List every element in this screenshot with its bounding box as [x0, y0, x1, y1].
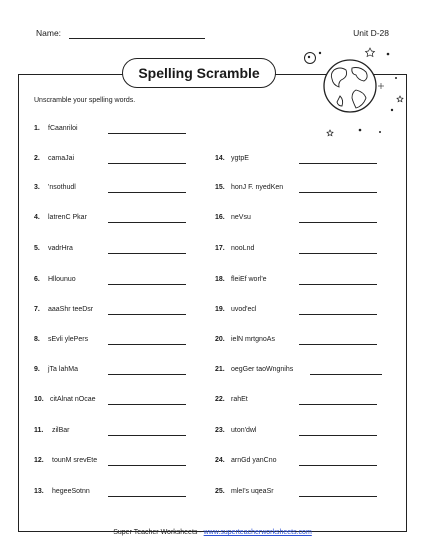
word-number: 12.	[34, 457, 44, 464]
name-label: Name:	[36, 28, 62, 38]
answer-line[interactable]	[108, 163, 186, 164]
word-number: 11.	[34, 427, 44, 434]
scrambled-word: ygtpE	[231, 155, 249, 162]
word-number: 24.	[215, 457, 225, 464]
word-number: 1.	[34, 125, 40, 132]
scrambled-word: zilBar	[52, 427, 70, 434]
answer-line[interactable]	[299, 465, 377, 466]
word-number: 3.	[34, 184, 40, 191]
scrambled-word: ielN mrtgnoAs	[231, 336, 275, 343]
answer-line[interactable]	[299, 314, 377, 315]
scrambled-word: Hllounuo	[48, 276, 76, 283]
answer-line[interactable]	[299, 496, 377, 497]
answer-line[interactable]	[299, 404, 377, 405]
scrambled-word: neVsu	[231, 214, 251, 221]
answer-line[interactable]	[299, 435, 377, 436]
scrambled-word: jTa lahMa	[48, 366, 78, 373]
word-number: 18.	[215, 276, 225, 283]
word-number: 4.	[34, 214, 40, 221]
answer-line[interactable]	[299, 163, 377, 164]
scrambled-word: uvod'ecl	[231, 306, 257, 313]
scrambled-word: rahEt	[231, 396, 248, 403]
scrambled-word: vadrHra	[48, 245, 73, 252]
word-number: 23.	[215, 427, 225, 434]
answer-line[interactable]	[108, 222, 186, 223]
answer-line[interactable]	[299, 253, 377, 254]
page-title: Spelling Scramble	[122, 58, 276, 88]
scrambled-word: arnGd yanCno	[231, 457, 277, 464]
scrambled-word: latrenC Pkar	[48, 214, 87, 221]
word-number: 16.	[215, 214, 225, 221]
word-number: 21.	[215, 366, 225, 373]
answer-line[interactable]	[108, 496, 186, 497]
scrambled-word: oegGer taoWngnihs	[231, 366, 294, 373]
answer-line[interactable]	[108, 465, 186, 466]
answer-line[interactable]	[108, 435, 186, 436]
answer-line[interactable]	[108, 192, 186, 193]
scrambled-word: hegeeSotnn	[52, 488, 90, 495]
scrambled-word: mleI's uqeaSr	[231, 488, 274, 495]
word-number: 9.	[34, 366, 40, 373]
scrambled-word: camaJai	[48, 155, 75, 162]
word-number: 13.	[34, 488, 44, 495]
scrambled-word: tounM srevEte	[52, 457, 98, 464]
word-number: 22.	[215, 396, 225, 403]
scrambled-word: nooLnd	[231, 245, 255, 252]
answer-line[interactable]	[299, 192, 377, 193]
answer-line[interactable]	[108, 374, 186, 375]
answer-line[interactable]	[108, 133, 186, 134]
word-number: 5.	[34, 245, 40, 252]
word-number: 2.	[34, 155, 40, 162]
word-number: 25.	[215, 488, 225, 495]
scrambled-word: fleiEf worl'e	[231, 276, 267, 283]
word-number: 20.	[215, 336, 225, 343]
answer-line[interactable]	[299, 284, 377, 285]
answer-line[interactable]	[108, 404, 186, 405]
scrambled-word: 'nsothudl	[48, 184, 76, 191]
globe-icon	[300, 40, 410, 150]
scrambled-word: aaaShr teeDsr	[48, 306, 94, 313]
word-number: 14.	[215, 155, 225, 162]
word-number: 10.	[34, 396, 44, 403]
word-number: 15.	[215, 184, 225, 191]
word-number: 19.	[215, 306, 225, 313]
scrambled-word: fCaanriloi	[48, 125, 78, 132]
word-number: 7.	[34, 306, 40, 313]
answer-line[interactable]	[299, 222, 377, 223]
footer	[0, 529, 425, 536]
name-input-line[interactable]	[69, 38, 205, 39]
answer-line[interactable]	[310, 374, 382, 375]
instructions: Unscramble your spelling words.	[34, 97, 136, 104]
answer-line[interactable]	[108, 314, 186, 315]
unit-label: Unit D-28	[353, 28, 389, 38]
scrambled-word: sEvli ylePers	[48, 336, 89, 343]
scrambled-word: honJ F. nyedKen	[231, 184, 284, 191]
scrambled-word: citAlnat nOcae	[50, 396, 96, 403]
answer-line[interactable]	[108, 253, 186, 254]
footer-link[interactable]: www.superteacherworksheets.com	[203, 529, 312, 536]
answer-line[interactable]	[299, 344, 377, 345]
footer-text: Super Teacher Worksheets -	[113, 529, 204, 536]
word-number: 8.	[34, 336, 40, 343]
word-number: 6.	[34, 276, 40, 283]
answer-line[interactable]	[108, 284, 186, 285]
word-number: 17.	[215, 245, 225, 252]
scrambled-word: uton'dwl	[231, 427, 257, 434]
answer-line[interactable]	[108, 344, 186, 345]
